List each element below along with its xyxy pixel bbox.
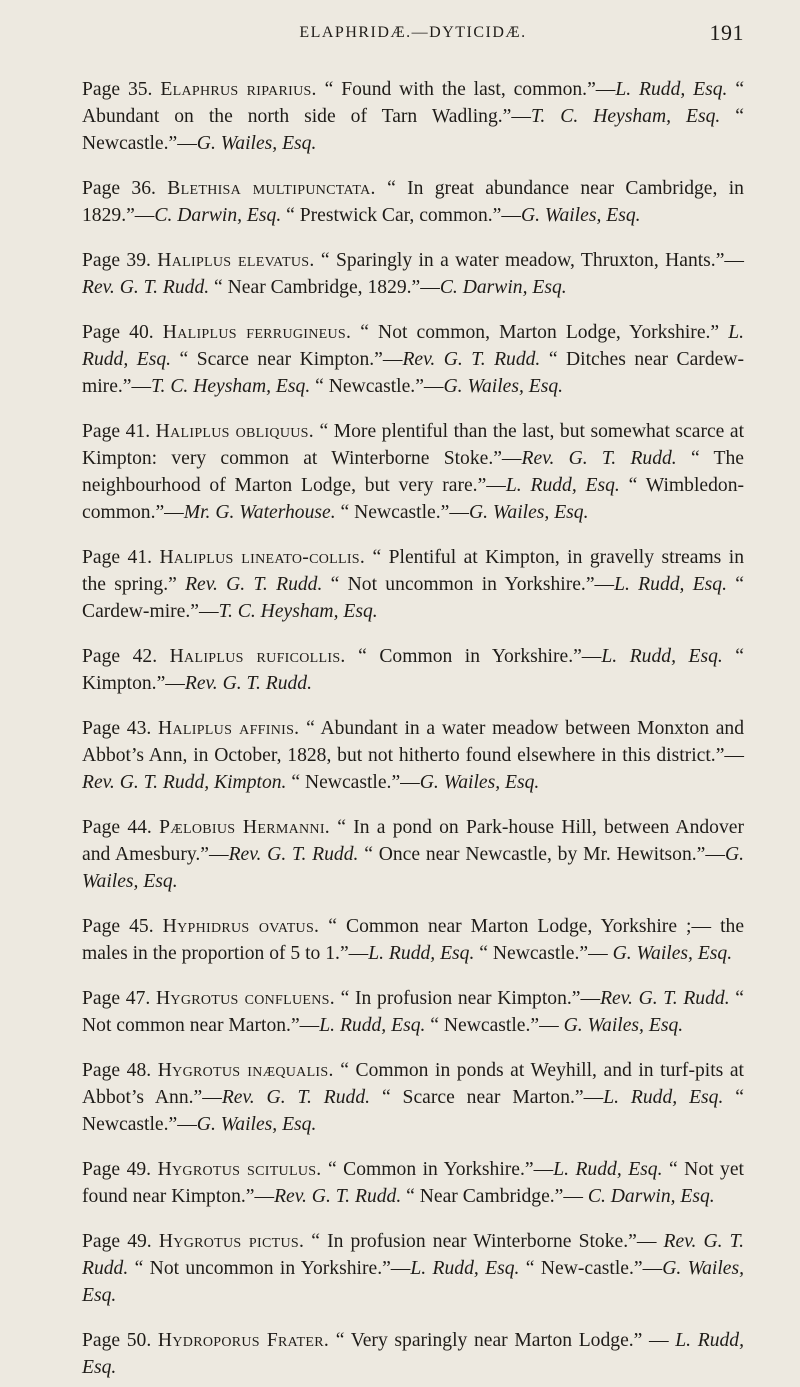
record-quote: “ Common in ponds at Weyhill, and in turf-pits at Abbot’s Ann.”— [82,1060,744,1108]
observer-attribution: T. C. Heysham, Esq. [151,376,311,397]
species-name: Haliplus ruficollis. [169,646,346,667]
species-name: Haliplus elevatus. [157,250,315,271]
observer-attribution: C. Darwin, Esq. [587,1186,715,1207]
observer-attribution: G. Wailes, Esq. [563,1015,684,1036]
observer-attribution: L. Rudd, Esq. [82,322,744,370]
page-reference: Page 47. [82,988,151,1009]
record-quote: “ Prestwick Car, common.”— [281,205,521,226]
species-name: Pælobius Hermanni. [159,817,331,838]
record-quote: “ Newcastle.”— [82,106,744,154]
record-quote: “ In profusion near Winterborne Stoke.”— [311,1231,664,1252]
observer-attribution: G. Wailes, Esq. [443,376,564,397]
page-reference: Page 49. [82,1159,152,1180]
record-quote: “ Newcastle.”— [474,943,613,964]
species-entry [82,319,744,400]
species-name: Haliplus affinis. [158,718,300,739]
observer-attribution: Rev. G. T. Rudd. [185,574,323,595]
species-entry [82,247,744,301]
record-quote: “ Found with the last, common.”— [324,79,616,100]
observer-attribution: G. Wailes, Esq. [196,1114,317,1135]
record-quote: “ Newcastle.”— [286,772,420,793]
observer-attribution: T. C. Heysham, Esq. [218,601,378,622]
page-header [82,20,744,52]
record-quote: “ Cardew-mire.”— [82,574,744,622]
page-number: 191 [709,20,744,45]
observer-attribution: Rev. G. T. Rudd. [82,277,210,298]
record-quote: “ Near Cambridge, 1829.”— [209,277,440,298]
record-quote: “ Newcastle.”— [425,1015,564,1036]
record-quote: “ Scarce near Kimpton.”— [171,349,403,370]
species-entry [82,76,744,157]
observer-attribution: Rev. G. T. Rudd. [274,1186,402,1207]
observer-attribution: Rev. G. T. Rudd. [402,349,541,370]
page-reference: Page 36. [82,178,156,199]
observer-attribution: L. Rudd, Esq. [505,475,620,496]
observer-attribution: Rev. G. T. Rudd. [521,448,677,469]
record-quote: “ Newcastle.”— [310,376,444,397]
species-name: Haliplus ferrugineus. [162,322,352,343]
page-reference: Page 35. [82,79,153,100]
record-quote: “ Ditches near Cardew-mire.”— [82,349,744,397]
running-title: ELAPHRIDÆ.—DYTICIDÆ. [299,24,527,41]
observer-attribution: C. Darwin, Esq. [439,277,567,298]
observer-attribution: L. Rudd, Esq. [601,646,723,667]
page-reference: Page 42. [82,646,158,667]
observer-attribution: L. Rudd, Esq. [368,943,475,964]
page-reference: Page 41. [82,547,153,568]
record-quote: “ Kimpton.”— [82,646,744,694]
record-quote: “ Not common near Marton.”— [82,988,744,1036]
observer-attribution: G. Wailes, Esq. [468,502,589,523]
species-name: Haliplus obliquus. [155,421,314,442]
species-entry [82,544,744,625]
record-quote: “ In great abundance near Cambridge, in 1829.”— [82,178,744,226]
record-quote: “ Not common, Marton Lodge, Yorkshire.” [360,322,729,343]
observer-attribution: Rev. G. T. Rudd. [600,988,730,1009]
record-quote: “ Plentiful at Kimpton, in gravelly streams in the spring.” [82,547,744,595]
species-entry [82,418,744,526]
species-name: Hydroporus Frater. [157,1330,330,1351]
species-name: Blethisa multipunctata. [167,178,376,199]
page-reference: Page 39. [82,250,151,271]
species-name: Hygrotus inæqualis. [157,1060,334,1081]
record-quote: “ Newcastle.”— [335,502,469,523]
species-name: Hygrotus confluens. [155,988,335,1009]
observer-attribution: G. Wailes, Esq. [196,133,317,154]
record-quote: “ Once near Newcastle, by Mr. Hewitson.”— [358,844,725,865]
record-quote: “ Not uncommon in Yorkshire.”— [128,1258,411,1279]
page-reference: Page 49. [82,1231,152,1252]
species-entry [82,1327,744,1381]
record-quote: “ Newcastle.”— [82,1087,744,1135]
species-name: Hygrotus pictus. [158,1231,305,1252]
species-entry [82,715,744,796]
species-entry [82,643,744,697]
observer-attribution: Rev. G. T. Rudd, Kimpton. [82,772,287,793]
species-name: Haliplus lineato-collis. [159,547,366,568]
record-quote: “ Abundant on the north side of Tarn Wadling.”— [82,79,745,127]
record-quote: “ Near Cambridge.”— [401,1186,588,1207]
species-entry [82,1156,744,1210]
observer-attribution: G. Wailes, Esq. [82,844,744,892]
observer-attribution: L. Rudd, Esq. [603,1087,724,1108]
page-reference: Page 40. [82,322,154,343]
species-name: Elaphrus riparius. [160,79,317,100]
record-quote: “ Scarce near Marton.”— [370,1087,604,1108]
page-reference: Page 50. [82,1330,152,1351]
record-quote: “ The neighbourhood of Marton Lodge, but very rare.”— [82,448,744,496]
observer-attribution: T. C. Heysham, Esq. [530,106,721,127]
species-entry [82,1228,744,1309]
observer-attribution: Mr. G. Waterhouse. [183,502,336,523]
species-entry [82,985,744,1039]
species-entry [82,913,744,967]
observer-attribution: L. Rudd, Esq. [82,1330,744,1378]
observer-attribution: L. Rudd, Esq. [410,1258,520,1279]
record-quote: “ Abundant in a water meadow between Monxton and Abbot’s Ann, in October, 1828, but not hitherto found elsewhere in this district.”— [82,718,745,766]
record-quote: “ In profusion near Kimpton.”— [340,988,601,1009]
record-quote: “ Common near Marton Lodge, Yorkshire ;— the males in the proportion of 5 to 1.”— [82,916,745,964]
observer-attribution: Rev. G. T. Rudd. [184,673,313,694]
observer-attribution: G. Wailes, Esq. [82,1258,745,1306]
record-quote: “ Wimbledon-common.”— [82,475,745,523]
record-quote: “ Not yet found near Kimpton.”— [82,1159,744,1207]
observer-attribution: L. Rudd, Esq. [319,1015,426,1036]
record-quote: “ Not uncommon in Yorkshire.”— [322,574,615,595]
species-entry [82,175,744,229]
page-reference: Page 41. [82,421,151,442]
observer-attribution: L. Rudd, Esq. [553,1159,663,1180]
record-quote: “ New-castle.”— [519,1258,663,1279]
species-records [82,76,744,1381]
species-name: Hyphidrus ovatus. [162,916,320,937]
observer-attribution: L. Rudd, Esq. [614,574,728,595]
species-name: Hygrotus scitulus. [157,1159,322,1180]
record-quote: “ In a pond on Park-house Hill, between Andover and Amesbury.”— [82,817,744,865]
record-quote: “ Common in Yorkshire.”— [358,646,602,667]
species-entry [82,814,744,895]
observer-attribution: C. Darwin, Esq. [154,205,282,226]
page-reference: Page 43. [82,718,152,739]
page-reference: Page 48. [82,1060,152,1081]
page-reference: Page 44. [82,817,152,838]
observer-attribution: G. Wailes, Esq. [419,772,540,793]
record-quote: “ Very sparingly near Marton Lodge.” — [335,1330,676,1351]
observer-attribution: L. Rudd, Esq. [615,79,728,100]
species-entry [82,1057,744,1138]
observer-attribution: Rev. G. T. Rudd. [228,844,359,865]
observer-attribution: Rev. G. T. Rudd. [82,1231,744,1279]
observer-attribution: G. Wailes, Esq. [612,943,733,964]
record-quote: “ More plentiful than the last, but somewhat scarce at Kimpton: very common at Winterborne Stoke.”— [82,421,745,469]
observer-attribution: G. Wailes, Esq. [520,205,641,226]
record-quote: “ Common in Yorkshire.”— [328,1159,554,1180]
page-reference: Page 45. [82,916,154,937]
observer-attribution: Rev. G. T. Rudd. [221,1087,371,1108]
record-quote: “ Sparingly in a water meadow, Thruxton, Hants.”— [320,250,744,271]
